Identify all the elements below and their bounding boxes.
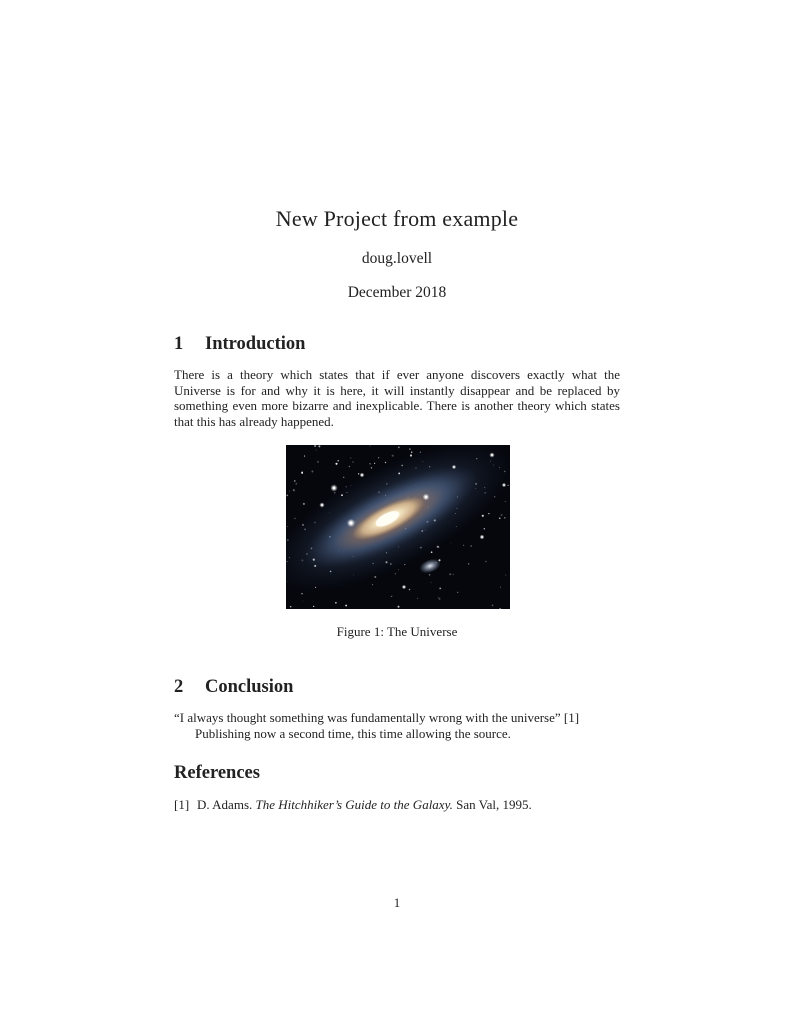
section-title: Conclusion <box>205 677 294 697</box>
conclusion-second-line: Publishing now a second time, this time allowing the source. <box>195 725 511 741</box>
section-heading-introduction <box>174 334 620 355</box>
reference-authors: D. Adams. <box>197 797 253 812</box>
figure-image <box>286 445 510 609</box>
reference-publisher: San Val, 1995. <box>456 797 532 812</box>
figure-caption: Figure 1: The Universe <box>336 624 458 639</box>
section-title: Introduction <box>205 334 306 354</box>
conclusion-paragraphs <box>174 710 620 741</box>
reference-label: [1] <box>174 797 190 812</box>
section-heading-conclusion <box>174 677 620 698</box>
references-heading: References <box>174 763 260 783</box>
introduction-paragraph: There is a theory which states that if ever anyone discovers exactly what the Universe is for and why it is here, it will instantly disappear and be replaced by something even more bizarre and inexplicable. There is another theory which states that this has already happened. <box>174 367 620 429</box>
document-date: December 2018 <box>347 284 447 301</box>
document-author: doug.lovell <box>361 250 433 267</box>
galaxy-illustration <box>286 445 510 609</box>
reference-text <box>197 797 620 813</box>
section-number: 1 <box>174 334 184 354</box>
page-number: 1 <box>393 895 401 910</box>
reference-title: The Hitchhiker’s Guide to the Galaxy. <box>255 797 453 812</box>
reference-entry <box>174 797 620 813</box>
document-title: New Project from example <box>275 206 519 231</box>
section-number: 2 <box>174 677 184 697</box>
conclusion-quote-line: “I always thought something was fundamentally wrong with the universe” [1] <box>174 710 580 725</box>
